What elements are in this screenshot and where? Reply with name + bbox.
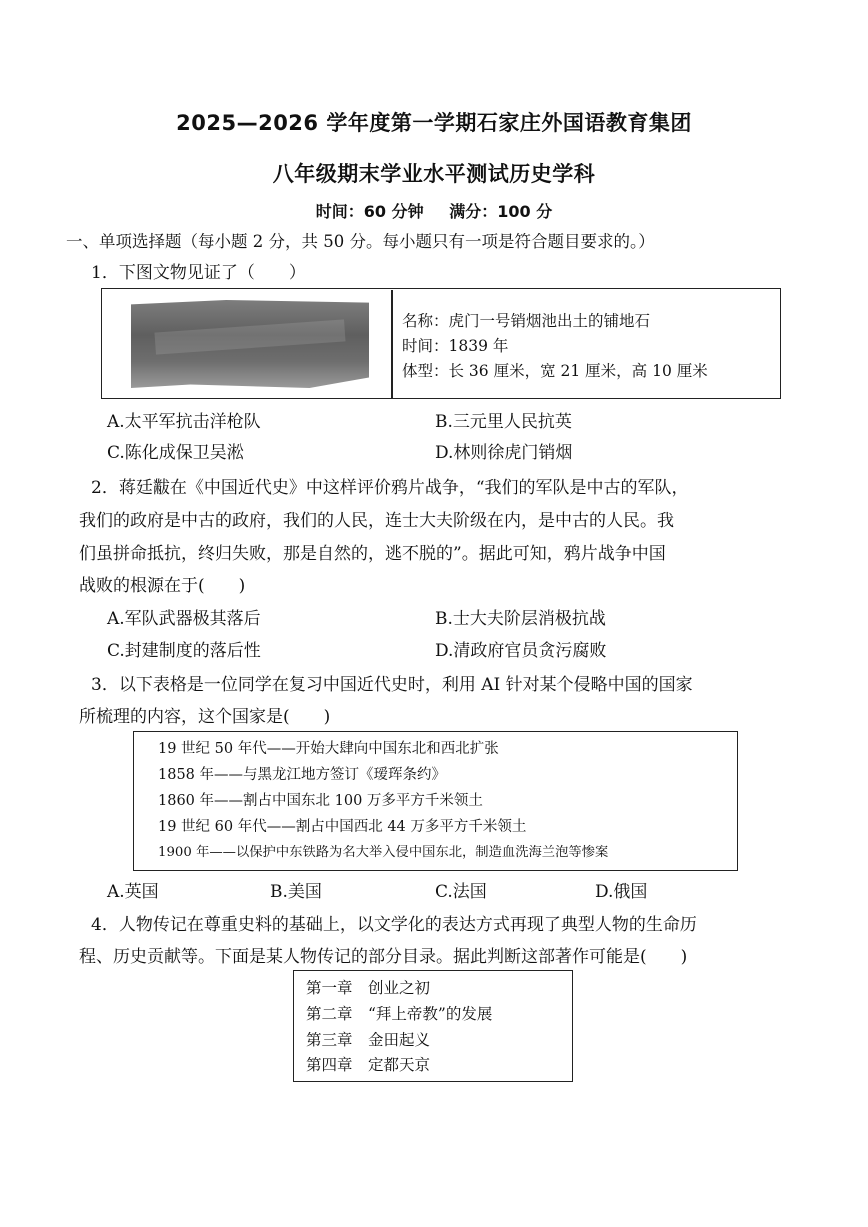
q2-option-b[interactable]: B.士大夫阶层消极抗战 <box>435 609 606 629</box>
q1-option-b[interactable]: B.三元里人民抗英 <box>435 412 572 432</box>
q1-stem: 1．下图文物见证了（ ） <box>91 263 306 283</box>
q1-option-d[interactable]: D.林则徐虎门销烟 <box>435 443 573 463</box>
q4-stem-line2: 程、历史贡献等。下面是某人物传记的部分目录。据此判断这部著作可能是( ) <box>79 947 688 967</box>
toc-item: 第四章 定都天京 <box>306 1056 431 1074</box>
q1-option-a[interactable]: A.太平军抗击洋枪队 <box>107 412 261 432</box>
q2-option-a[interactable]: A.军队武器极其落后 <box>107 609 261 629</box>
q3-stem-line1: 3．以下表格是一位同学在复习中国近代史时，利用 AI 针对某个侵略中国的国家 <box>91 675 693 695</box>
q2-option-d[interactable]: D.清政府官员贪污腐败 <box>435 641 607 661</box>
toc-item: 第一章 创业之初 <box>306 979 431 997</box>
q1-option-c[interactable]: C.陈化成保卫吴淞 <box>107 443 244 463</box>
q2-stem-line2: 我们的政府是中古的政府，我们的人民，连士大夫阶级在内，是中古的人民。我 <box>79 511 674 531</box>
q2-option-c[interactable]: C.封建制度的落后性 <box>107 641 261 661</box>
score-label: 满分：100 分 <box>449 202 553 221</box>
q3-table-row: 1858 年——与黑龙江地方签订《瑷珲条约》 <box>158 767 447 783</box>
exam-title-line1: 2025—2026 学年度第一学期石家庄外国语教育集团 <box>176 111 692 135</box>
q2-stem-line4: 战败的根源在于( ) <box>79 576 246 596</box>
artifact-photo <box>131 300 369 388</box>
q3-option-c[interactable]: C.法国 <box>435 882 487 902</box>
q3-table-row: 1900 年——以保护中东铁路为名大举入侵中国东北，制造血洗海兰泡等惨案 <box>158 845 609 860</box>
q2-stem-line3: 们虽拼命抵抗，终归失败，那是自然的，逃不脱的”。据此可知，鸦片战争中国 <box>79 544 666 564</box>
q3-table-row: 19 世纪 60 年代——割占中国西北 44 万多平方千米领土 <box>158 819 527 835</box>
toc-item: 第三章 金田起义 <box>306 1031 431 1049</box>
toc-item: 第二章 “拜上帝教”的发展 <box>306 1005 493 1023</box>
time-label: 时间：60 分钟 <box>315 202 424 221</box>
q3-option-d[interactable]: D.俄国 <box>595 882 648 902</box>
q1-box-divider <box>391 290 393 398</box>
artifact-name: 名称：虎门一号销烟池出土的铺地石 <box>402 312 651 330</box>
section-heading: 一、单项选择题（每小题 2 分，共 50 分。每小题只有一项是符合题目要求的。） <box>66 232 655 251</box>
artifact-time: 时间：1839 年 <box>402 337 509 355</box>
q4-stem-line1: 4．人物传记在尊重史料的基础上，以文学化的表达方式再现了典型人物的生命历 <box>91 915 697 935</box>
exam-meta <box>0 199 868 222</box>
artifact-size: 体型：长 36 厘米，宽 21 厘米，高 10 厘米 <box>402 362 708 380</box>
q3-option-b[interactable]: B.美国 <box>270 882 322 902</box>
q2-stem-line1: 2．蒋廷黻在《中国近代史》中这样评价鸦片战争，“我们的军队是中古的军队， <box>91 478 689 498</box>
q3-option-a[interactable]: A.英国 <box>107 882 159 902</box>
q3-stem-line2: 所梳理的内容，这个国家是( ) <box>79 707 331 727</box>
exam-title-line2: 八年级期末学业水平测试历史学科 <box>272 162 596 186</box>
q3-table-row: 1860 年——割占中国东北 100 万多平方千米领土 <box>158 793 483 809</box>
q3-table-row: 19 世纪 50 年代——开始大肆向中国东北和西北扩张 <box>158 741 499 757</box>
